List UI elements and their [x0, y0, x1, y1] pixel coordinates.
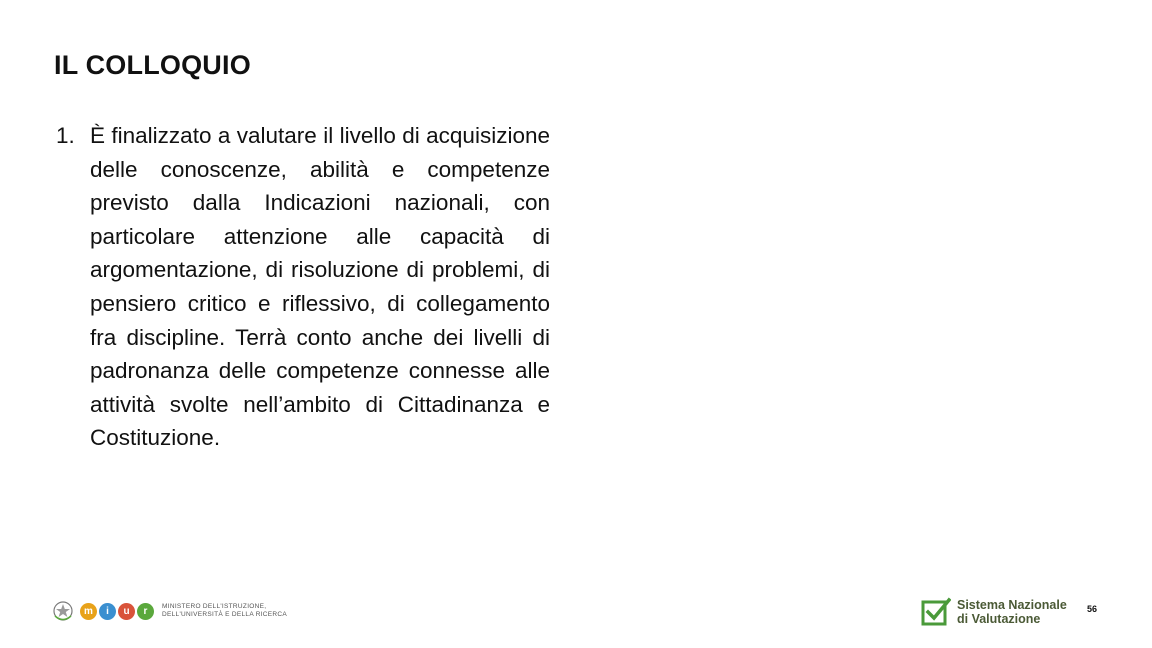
ministry-name-line1: MINISTERO DELL'ISTRUZIONE, [162, 603, 267, 610]
snv-name-line2: di Valutazione [957, 612, 1041, 626]
italian-republic-emblem-icon [52, 599, 74, 623]
ministry-name [162, 603, 287, 619]
miur-letters [80, 603, 156, 620]
snv-name [957, 598, 1067, 626]
list-item [56, 119, 550, 455]
ministry-name-line2: DELL'UNIVERSITÀ E DELLA RICERCA [162, 611, 288, 618]
list-item-text: È finalizzato a valutare il livello di acquisizione delle conoscenze, abilità e competenze previsto dalla Indicazioni nazionali, con particolare attenzione alle capacità di argomentazione, di risoluzione di problemi, di pensiero critico e riflessivo, di collegamento fra discipline. Terrà conto anche dei livelli di padronanza delle competenze connesse alle attività svolte nell’ambito di Cittadinanza e Costituzione. [90, 123, 550, 451]
snv-name-line1: Sistema Nazionale [957, 598, 1067, 612]
check-square-icon [921, 597, 951, 627]
snv-logo [921, 597, 1067, 627]
miur-letter-i: i [99, 603, 116, 620]
list-item-number: 1. [56, 123, 75, 148]
miur-letter-u: u [118, 603, 135, 620]
page-number: 56 [1087, 604, 1098, 614]
ministry-logo [52, 598, 287, 624]
miur-letter-r: r [137, 603, 154, 620]
slide-title: IL COLLOQUIO [54, 50, 251, 80]
miur-letter-m: m [80, 603, 97, 620]
